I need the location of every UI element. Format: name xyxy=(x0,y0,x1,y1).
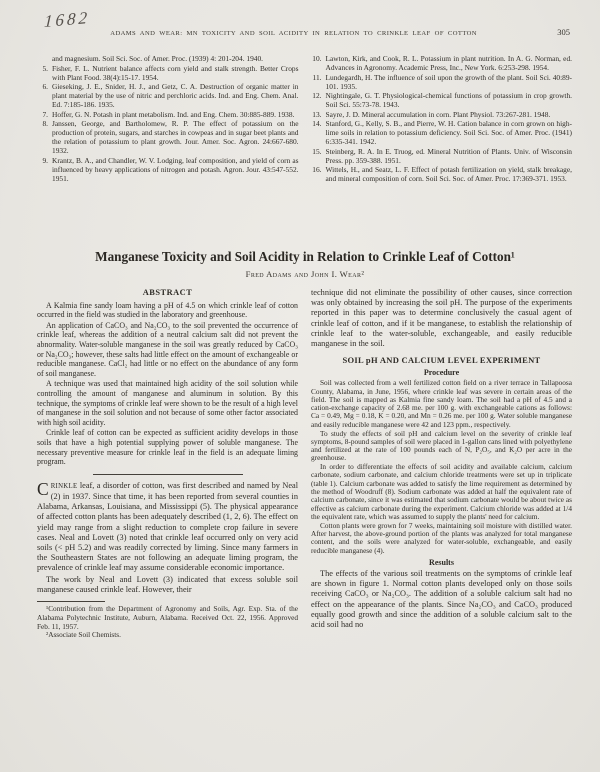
introduction-section xyxy=(37,478,298,595)
reference-item xyxy=(37,156,299,183)
reference-text: Lawton, Kirk, and Cook, R. L. Potassium in plant nutrition. In A. G. Norman, ed. Advances in Agronomy. Academic Press, Inc., New York. 6:253-298. 1954. xyxy=(325,54,572,72)
reference-number: 7. xyxy=(42,109,48,119)
handwritten-page-annotation: 1682 xyxy=(43,7,91,32)
reference-item xyxy=(37,119,299,155)
reference-text: and magnesium. Soil Sci. Soc. of Amer. Proc. (1939) 4: 201-204. 1940. xyxy=(52,54,264,63)
reference-text: Krantz, B. A., and Chandler, W. V. Lodging, leaf composition, and yield of corn as influenced by heavy applications of nitrogen and potash. Agron. Jour. 43:547-552. 1951. xyxy=(52,155,299,183)
reference-item xyxy=(37,110,299,119)
article-title: Manganese Toxicity and Soil Acidity in Relation to Crinkle Leaf of Cotton¹ xyxy=(95,249,515,264)
abstract-heading: ABSTRACT xyxy=(142,288,193,297)
abstract-paragraph: An application of CaCO₃ and Na₂CO₃ to the soil prevented the occurrence of crinkle leaf, whereas the addition of a neutral calcium salt did not prevent the abnormality. Water-soluble manganese in the soil was greatly reduced by CaCO₃ or Na₂CO₃; however, these salts had little effect on the amount of exchangeable or reducible manganese. CaCl₂ had little or no effect on the abundance of any form of soil manganese. xyxy=(37,320,298,378)
abstract-section xyxy=(37,288,298,467)
footnote-divider-rule xyxy=(37,601,105,602)
footnote-contribution: ¹Contribution from the Department of Agronomy and Soils, Agr. Exp. Sta. of the Alabama Polytechnic Institute, Auburn, Alabama. Received Oct. 22, 1956. Approved Feb. 11, 1957. xyxy=(37,603,298,631)
procedure-paragraph: Soil was collected from a well fertilized cotton field on a river terrace in Tallapoosa County, Alabama, in June, 1956, where crinkle leaf was severe in certain areas of the field. The soil is mapped as Kalmia fine sandy loam. The soil had a pH of 4.5 and a cation-exchange capacity of 2.68 me. per 100 g. with exchangeable cations as follows: Ca = 0.49, Mg = 0.18, K = 0.20, and Mn = 0.26 me. per 100 g. Water soluble manganese and easily reducible manganese were 42 and 123 ppm., respectively. xyxy=(311,378,572,429)
procedure-paragraph: To study the effects of soil pH and calcium level on the severity of crinkle leaf symptoms, 8-pound samples of soil were placed in 1-gallon cans lined with polyethylene and fertilized at the rate of 100 pounds each of N, P₂O₅, and K₂O per acre in the greenhouse. xyxy=(311,428,572,463)
abstract-paragraph: A Kalmia fine sandy loam having a pH of 4.5 on which crinkle leaf of cotton occurred in the field was studied in the laboratory and greenhouse. xyxy=(37,300,298,320)
reference-text: Nightingale, G. T. Physiological-chemical functions of potassium in crop growth. Soil Sci. 55:73-78. 1943. xyxy=(325,91,572,109)
reference-text: Hoffer, G. N. Potash in plant metabolism. Ind. and Eng. Chem. 30:885-889. 1938. xyxy=(52,109,295,119)
intro-paragraph: The work by Neal and Lovett (3) indicated that excess soluble soil manganese caused crinkle leaf. However, their xyxy=(37,574,298,594)
results-subheading: Results xyxy=(429,557,454,567)
intro-paragraph-text: leaf, a disorder of cotton, was first described and named by Neal (2) in 1937. Since that time, it has been reported from several counties in Alabama, Arkansas, Louisiana, and Mississippi (5). The physical appearance of affected cotton plants has been adequately described (1, 2, 6). The effect on yield may range from a slight reduction to complete crop failure in severe cases. Neal and Lovett (3) noted that crinkle leaf occurred only on very acid soils (< pH 5.2) and was readily corrected by liming. Since many farmers in the Southeastern States are not following an adequate liming program, the prevalence of crinkle leaf may assume considerable economic importance. xyxy=(37,480,298,573)
dropcap-letter: C xyxy=(37,478,49,499)
reference-item xyxy=(37,64,299,82)
reference-number: 15. xyxy=(312,146,322,156)
reference-number: 11. xyxy=(312,72,322,82)
reference-text: Lundegardh, H. The influence of soil upon the growth of the plant. Soil Sci. 40:89-101. 1935. xyxy=(325,72,572,91)
reference-number: 6. xyxy=(42,82,48,91)
reference-number: 16. xyxy=(312,165,322,174)
reference-text: Wittels, H., and Seatz, L. F. Effect of potash fertilization on yield, stalk breakage, and mineral composition of corn. Soil Sci. Soc. of Amer. Proc. 17:369-371. 1953. xyxy=(325,165,572,183)
reference-text: Stanford, G., Kelly, S. B., and Pierre, W. H. Cation balance in corn grown on high-lime soils in relation to potassium deficiency. Soil Sci. Soc. of Amer. Proc. (1941) 6:335-341. 1942. xyxy=(325,119,572,146)
reference-item xyxy=(311,119,573,146)
reference-item xyxy=(311,91,573,109)
reference-text: Janssen, George, and Bartholomew, R. P. The effect of potassium on the production of protein, sugars, and starches in cowpeas and in sugar beet plants and the relation of potassium to plant growth. Jour. Amer. Soc. Agron. 24:667-680. 1932. xyxy=(52,119,299,155)
reference-item xyxy=(311,73,573,91)
procedure-section xyxy=(311,379,572,555)
reference-number: 9. xyxy=(42,155,48,165)
footnotes-section xyxy=(37,605,298,640)
reference-text: Fisher, F. L. Nutrient balance affects corn yield and stalk strength. Better Crops with Plant Food. 38(4):15-17. 1954. xyxy=(52,63,299,82)
intro-paragraph-dropcap xyxy=(37,478,298,574)
article-header xyxy=(60,249,550,279)
intro-continuation-paragraph: technique did not eliminate the possibility of other causes, since correction was only obtained by increasing the soil pH. The purpose of the experiments reported in this paper was to determine conclusively the casual agent of crinkle leaf of cotton, and if it be manganese, to establish the relationship of crinkle leaf to the water-soluble, exchangeable, and easily reducible manganese in the soil. xyxy=(311,288,572,349)
procedure-subheading: Procedure xyxy=(423,368,460,378)
reference-number: 12. xyxy=(312,91,322,100)
results-paragraph: The effects of the various soil treatments on the symptoms of crinkle leaf are shown in figure 1. Normal cotton plants developed only on those soils receiving CaCO₃ or Na₂CO₃. The addition of a soluble calcium salt had no effect on the appearance of the plants. Since Na₂CO₃ and CaCO₃ produced equally good growth and since the addition of a soluble calcium salt to the acid soil had no xyxy=(311,568,572,629)
reference-text: Steinberg, R. A. In E. Truog, ed. Mineral Nutrition of Plants. Univ. of Wisconsin Press. pp. 359-388. 1951. xyxy=(325,146,572,165)
article-body-columns xyxy=(37,288,572,772)
intro-continuation xyxy=(311,288,572,349)
references-left-column xyxy=(37,54,299,184)
footnote-authors-role: ²Associate Soil Chemists. xyxy=(46,630,121,640)
reference-number: 14. xyxy=(312,119,322,128)
reference-item xyxy=(37,54,299,63)
abstract-paragraph: A technique was used that maintained high acidity of the soil solution while controlling the amount of manganese and aluminum in solution. By this technique, the symptoms of crinkle leaf were shown to be the result of a high level of manganese in the soil solution and not because of some other factor associated with high soil acidity. xyxy=(37,379,298,427)
references-continuation xyxy=(37,54,572,184)
procedure-paragraph: In order to differentiate the effects of soil acidity and available calcium, calcium carbonate, sodium carbonate, and calcium chloride treatments were set up in triplicate (table 1). Calcium carbonate was added to satisfy the lime requirement as determined by the method of Woodruff (8). Sodium carbonate was added at half the equivalent rate of calcium carbonate, since it was estimated that sodium carbonate would be about twice as effective as calcium carbonate during the experiment. Calcium chloride was added at 1/4 the equivalent rate, which was assumed to supply the plants' need for calcium. xyxy=(311,462,572,521)
procedure-paragraph: Cotton plants were grown for 7 weeks, maintaining soil moisture with distilled water. After harvest, the above-ground portion of the plants was analyzed for total manganese content, and the soils were analyzed for water-soluble, exchangeable, and easily reducible manganese (4). xyxy=(311,520,572,555)
right-column xyxy=(311,288,572,772)
reference-item xyxy=(311,165,573,183)
reference-number: 5. xyxy=(42,63,48,73)
reference-item xyxy=(37,82,299,109)
reference-number: 8. xyxy=(42,119,48,128)
running-head-row xyxy=(38,27,570,37)
reference-item xyxy=(311,54,573,72)
abstract-divider-rule xyxy=(93,474,243,475)
reference-text: Gieseking, J. E., Snider, H. J., and Getz, C. A. Destruction of organic matter in plant material by the use of nitric and perchloric acids. Ind. and Eng. Chem. Anal. Ed. 7:185-186. 1935. xyxy=(52,82,299,109)
results-section xyxy=(311,569,572,630)
reference-number: 10. xyxy=(312,54,322,63)
experiment-section-heading: SOIL pH AND CALCIUM LEVEL EXPERIMENT xyxy=(342,355,541,366)
reference-item xyxy=(311,110,573,119)
abstract-paragraph: Crinkle leaf of cotton can be expected as sufficient acidity develops in those soils that have a high potential supplying power of soluble manganese. The necessary preventive measure for crinkle leaf in the field is an adequate liming program. xyxy=(37,428,298,467)
reference-text: Sayre, J. D. Mineral accumulation in corn. Plant Physiol. 73:267-281. 1948. xyxy=(325,109,551,119)
left-column xyxy=(37,288,298,772)
running-head: ADAMS AND WEAR: MN TOXICITY AND SOIL ACIDITY IN RELATION TO CRINKLE LEAF OF COTTON xyxy=(110,30,477,37)
references-right-column xyxy=(311,54,573,184)
page-number: 305 xyxy=(557,27,570,37)
reference-item xyxy=(311,147,573,165)
lead-word-smallcaps: RINKLE xyxy=(50,482,78,490)
article-authors: Fred Adams and John I. Wear² xyxy=(245,269,365,279)
reference-number: 13. xyxy=(312,109,322,119)
